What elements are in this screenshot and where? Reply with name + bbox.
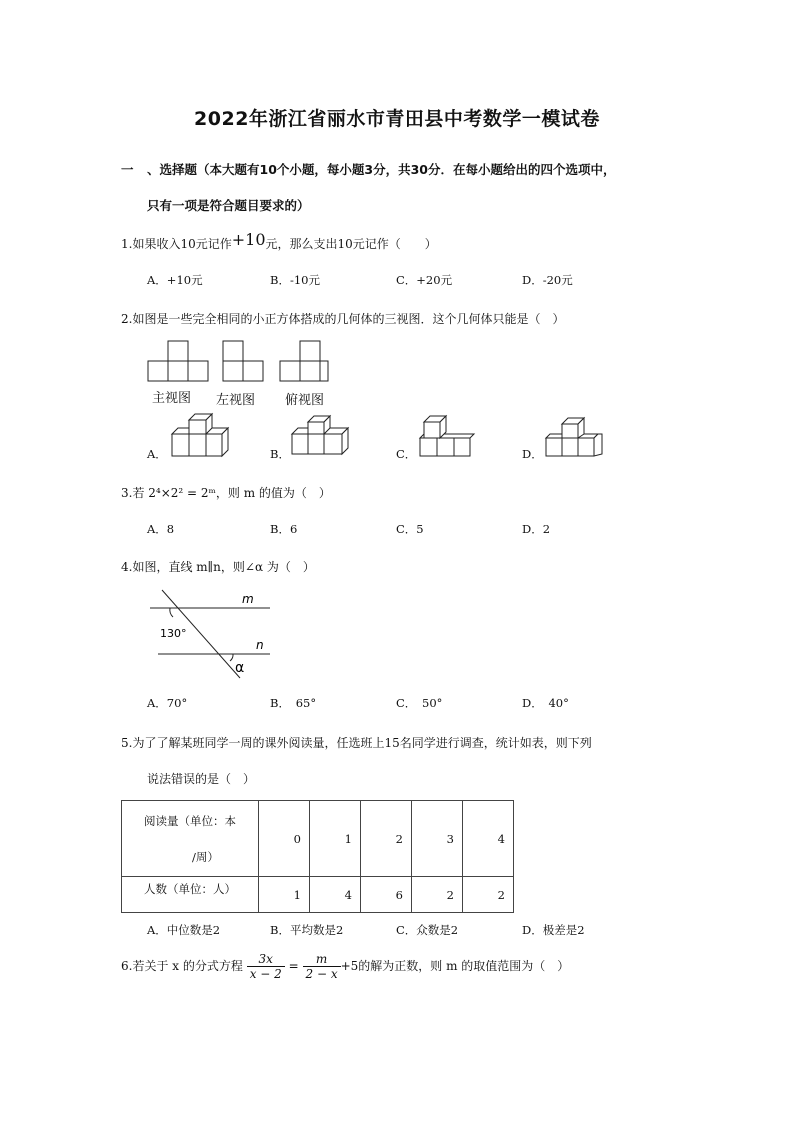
q6-equals: = xyxy=(288,959,299,973)
reading-table xyxy=(121,800,514,913)
solid-a-figure xyxy=(168,412,238,458)
solid-d-figure xyxy=(542,414,604,458)
page-title: 2022年浙江省丽水市青田县中考数学一模试卷 xyxy=(194,108,600,130)
question-2: 2.如图是一些完全相同的小正方体搭成的几何体的三视图．这个几何体只能是（ ） xyxy=(121,312,565,326)
view-label-top: 俯视图 xyxy=(285,393,325,408)
q4-option-a: A．70° xyxy=(147,696,188,710)
table-cell: 4 xyxy=(310,877,361,913)
view-label-left: 左视图 xyxy=(216,393,256,408)
table-cell: 2 xyxy=(463,877,514,913)
solid-c-figure xyxy=(416,412,476,458)
table-cell: 3 xyxy=(412,801,463,877)
table-header-count: 人数（单位：人） xyxy=(122,877,259,913)
q1-suffix: 元，那么支出10元记作（ ） xyxy=(265,237,437,251)
question-6 xyxy=(121,952,569,981)
table-cell: 1 xyxy=(310,801,361,877)
section-number: 一 xyxy=(121,162,134,177)
question-5-line2: 说法错误的是（ ） xyxy=(147,772,256,786)
q6-suffix: +5的解为正数，则 m 的取值范围为（ ） xyxy=(340,959,570,973)
question-1 xyxy=(121,230,437,252)
q3-option-a: A．8 xyxy=(147,522,175,536)
q1-option-d: D．-20元 xyxy=(522,273,573,287)
q1-option-a: A．+10元 xyxy=(147,273,203,287)
q3-option-c: C．5 xyxy=(396,522,424,536)
q2-option-c: C． xyxy=(396,447,417,461)
q3-option-d: D．2 xyxy=(522,522,551,536)
table-cell: 4 xyxy=(463,801,514,877)
q4-option-d: D． 40° xyxy=(522,696,569,710)
table-header-reading: 阅读量（单位：本 /周） xyxy=(122,801,259,877)
alpha-label: α xyxy=(235,660,245,676)
q4-option-b: B． 65° xyxy=(270,696,317,710)
q1-prefix: 1.如果收入10元记作 xyxy=(121,237,232,251)
line-n-label: n xyxy=(256,638,264,652)
table-cell: 1 xyxy=(259,877,310,913)
q4-option-c: C． 50° xyxy=(396,696,443,710)
q5-option-b: B．平均数是2 xyxy=(270,923,344,937)
angle-130-label: 130° xyxy=(160,627,187,640)
section-heading-line1: 、选择题（本大题有10个小题，每小题3分，共30分．在每小题给出的四个选项中， xyxy=(147,162,616,177)
q5-option-a: A．中位数是2 xyxy=(147,923,221,937)
line-m-label: m xyxy=(242,592,254,606)
solid-b-figure xyxy=(290,414,352,458)
table-cell: 2 xyxy=(361,801,412,877)
three-views-figure xyxy=(140,335,340,385)
section-heading-line2: 只有一项是符合题目要求的） xyxy=(147,198,310,213)
q2-option-b: B． xyxy=(270,447,290,461)
q5-option-d: D．极差是2 xyxy=(522,923,585,937)
q5-option-c: C．众数是2 xyxy=(396,923,459,937)
q1-option-c: C．+20元 xyxy=(396,273,453,287)
table-row xyxy=(122,801,514,877)
q6-fraction-2: $\frac{m}{2 - x}$ xyxy=(303,952,341,981)
view-label-front: 主视图 xyxy=(152,391,192,406)
q2-option-d: D． xyxy=(522,447,543,461)
q2-option-a: A． xyxy=(147,447,167,461)
q6-fraction-1: $\frac{3x}{x - 2}$ xyxy=(247,952,285,981)
parallel-lines-figure xyxy=(140,585,280,685)
table-cell: 0 xyxy=(259,801,310,877)
question-5-line1: 5.为了了解某班同学一周的课外阅读量，任选班上15名同学进行调查，统计如表，则下列 xyxy=(121,736,592,750)
q1-math: +10 xyxy=(231,230,266,249)
q3-option-b: B．6 xyxy=(270,522,298,536)
q1-option-b: B．-10元 xyxy=(270,273,320,287)
q6-prefix: 6.若关于 x 的分式方程 xyxy=(121,959,243,973)
question-3: 3.若 2⁴×2² = 2ᵐ，则 m 的值为（ ） xyxy=(121,486,331,500)
table-cell: 6 xyxy=(361,877,412,913)
table-cell: 2 xyxy=(412,877,463,913)
table-row xyxy=(122,877,514,913)
question-4: 4.如图，直线 m∥n，则∠α 为（ ） xyxy=(121,560,315,574)
